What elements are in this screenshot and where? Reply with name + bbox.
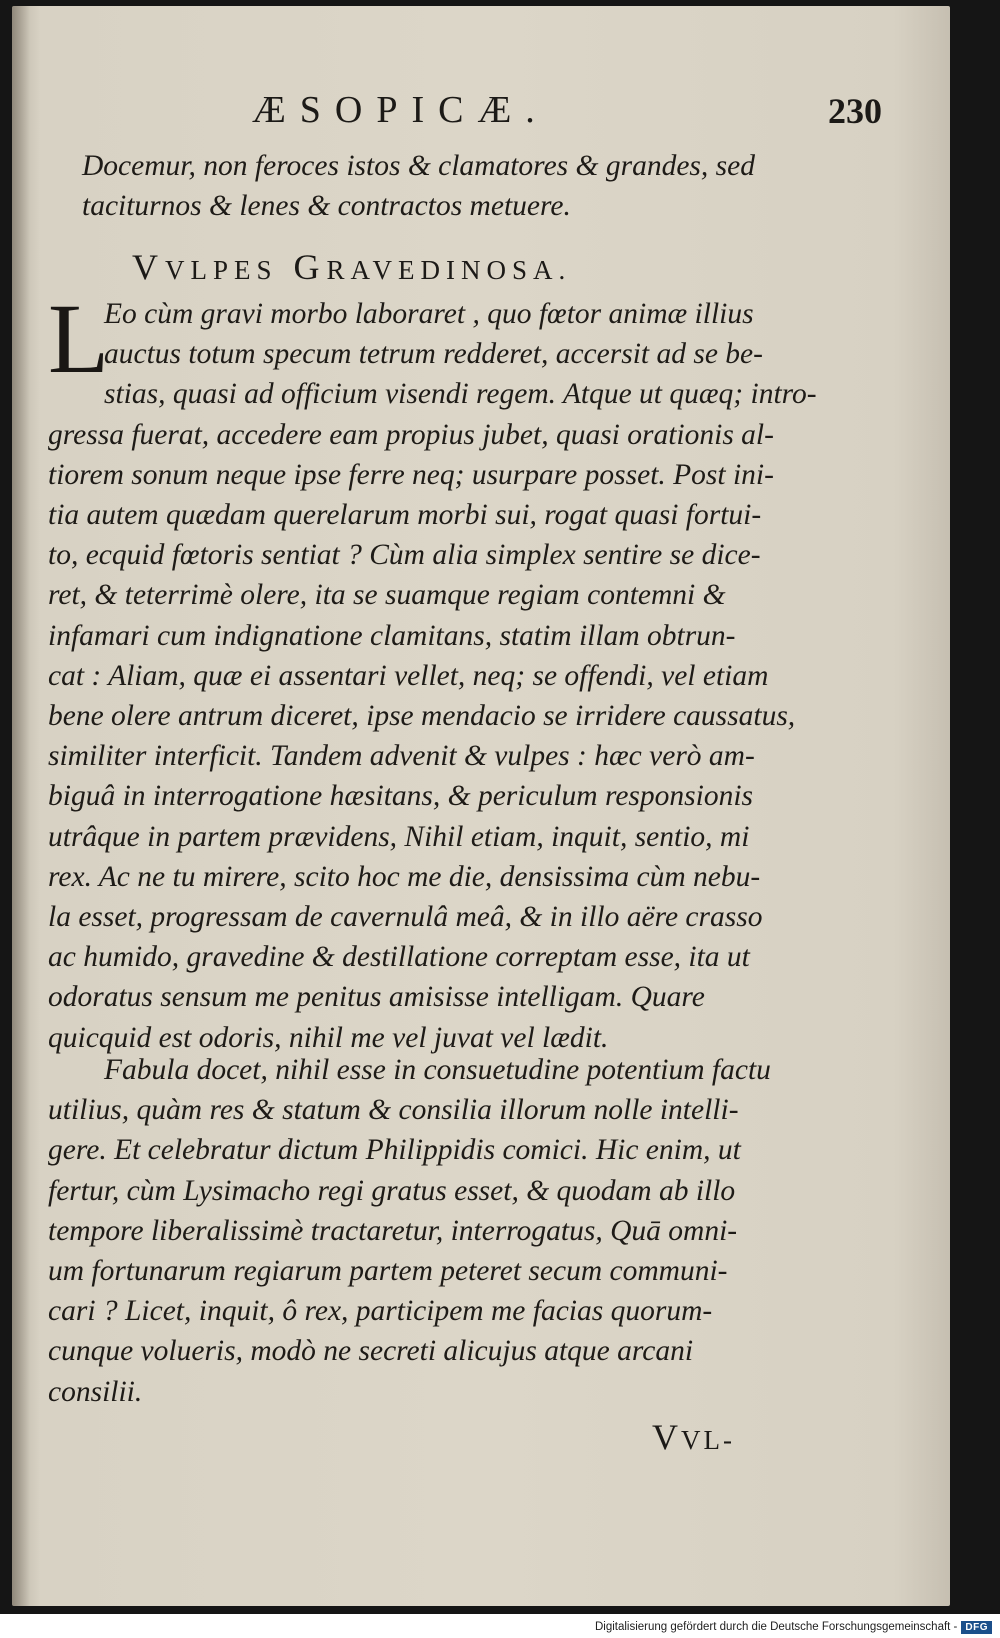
page-gutter-shadow: [12, 6, 30, 1606]
text-line: taciturnos & lenes & contractos metuere.: [82, 190, 571, 223]
text-line: to, ecquid fœtoris sentiat ? Cùm alia simplex sentire se dice-: [48, 539, 761, 572]
catchword-initial: V: [652, 1417, 682, 1457]
text-line: consilii.: [48, 1375, 143, 1408]
previous-fable-moral: [82, 146, 822, 226]
catchword-rest: VL-: [681, 1425, 735, 1455]
page-number: 230: [828, 91, 882, 131]
title-word: VLPES: [165, 255, 278, 285]
title-initial: V: [132, 247, 165, 287]
text-line: auctus totum specum tetrum redderet, accersit ad se be-: [104, 338, 763, 371]
text-line: stias, quasi ad officium visendi regem. Atque ut quæq; intro-: [104, 378, 817, 411]
text-line: um fortunarum regiarum partem peteret secum communi-: [48, 1255, 728, 1288]
catchword: [652, 1416, 735, 1458]
credit-text: Digitalisierung gefördert durch die Deutsche Forschungsgemeinschaft -: [594, 1621, 958, 1633]
page-header: [232, 88, 882, 148]
book-page: [12, 6, 950, 1606]
text-line: tiorem sonum neque ipse ferre neq; usurpare posset. Post ini-: [48, 458, 774, 491]
digitization-credit: [595, 1618, 992, 1636]
running-head: ÆSOPICÆ.: [252, 89, 549, 131]
text-line: cari ? Licet, inquit, ô rex, participem me facias quorum-: [48, 1295, 713, 1328]
text-line: rex. Ac ne tu mirere, scito hoc me die, densissima cùm nebu-: [48, 860, 761, 893]
text-line: gressa fuerat, accedere eam propius jubet, quasi orationis al-: [48, 418, 774, 451]
text-line: utilius, quàm res & statum & consilia illorum nolle intelli-: [48, 1094, 739, 1127]
text-line: ac humido, gravedine & destillatione correptam esse, ita ut: [48, 941, 750, 974]
text-line: Docemur, non feroces istos & clamatores & grandes, sed: [82, 150, 755, 182]
text-line: tia autem quædam querelarum morbi sui, rogat quasi fortui-: [48, 499, 762, 532]
drop-capital: L: [48, 283, 110, 394]
text-line: fertur, cùm Lysimacho regi gratus esset, & quodam ab illo: [48, 1174, 736, 1207]
text-line: tempore liberalissimè tractaretur, interrogatus, Quā omni-: [48, 1214, 738, 1247]
title-word: RAVEDINOSA.: [326, 255, 572, 285]
text-line: ret, & teterrimè olere, ita se suamque regiam contemni &: [48, 579, 726, 612]
text-line: la esset, progressam de cavernulâ meâ, & in illo aëre crasso: [48, 901, 763, 934]
text-line: similiter interficit. Tandem advenit & vulpes : hæc verò am-: [48, 740, 755, 773]
fable-title: [132, 246, 571, 288]
text-line: gere. Et celebratur dictum Philippidis comici. Hic enim, ut: [48, 1134, 741, 1167]
dfg-logo: DFG: [961, 1621, 992, 1634]
fable-body: [48, 283, 817, 1058]
text-line: odoratus sensum me penitus amisisse intelligam. Quare: [48, 981, 705, 1014]
text-line: quicquid est odoris, nihil me vel juvat vel lædit.: [48, 1021, 609, 1054]
text-line: Eo cùm gravi morbo laboraret , quo fœtor animæ illius: [104, 298, 754, 330]
text-line: bene olere antrum diceret, ipse mendacio se irridere caussatus,: [48, 700, 796, 733]
text-line: infamari cum indignatione clamitans, statim illam obtrun-: [48, 619, 736, 652]
fable-moral: [48, 1050, 788, 1412]
title-initial: G: [293, 247, 327, 287]
text-line: utrâque in partem prævidens, Nihil etiam, inquit, sentio, mi: [48, 820, 750, 853]
text-line: Fabula docet, nihil esse in consuetudine potentium factu: [104, 1054, 771, 1086]
text-line: biguâ in interrogatione hæsitans, & periculum responsionis: [48, 780, 754, 813]
text-line: cunque volueris, modò ne secreti alicujus atque arcani: [48, 1335, 694, 1368]
text-line: cat : Aliam, quæ ei assentari vellet, neq; se offendi, vel etiam: [48, 659, 769, 692]
